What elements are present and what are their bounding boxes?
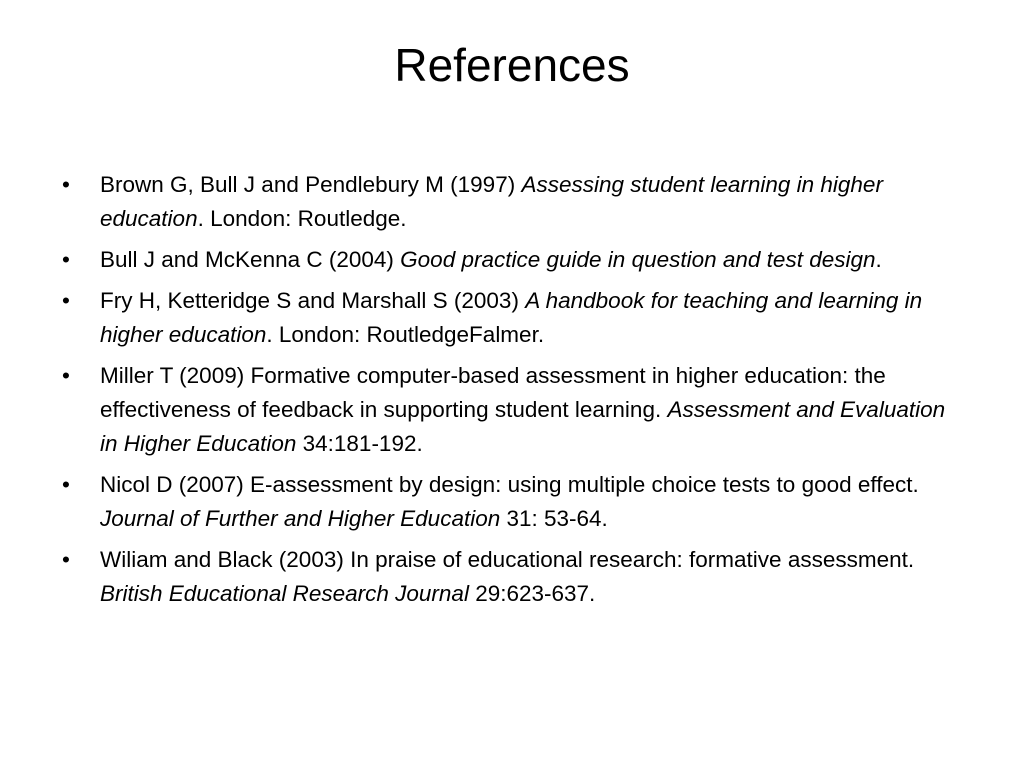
reference-source-text: . London: RoutledgeFalmer. <box>266 322 545 347</box>
bullet-icon: • <box>62 247 70 272</box>
reference-authors-text: Miller T (2009) Formative computer-based assessment in higher education: the effectiveness of feedback in supporting student learning. <box>100 363 886 422</box>
reference-title-italic: Good practice guide in question and test design <box>400 247 876 272</box>
reference-authors-text: Wiliam and Black (2003) In praise of educational research: formative assessment. <box>100 547 915 572</box>
reference-item <box>62 468 967 536</box>
reference-authors-text: Fry H, Ketteridge S and Marshall S (2003) <box>100 288 526 313</box>
reference-source-text: 29:623-637. <box>468 581 596 606</box>
reference-title-italic: Assessment and Evaluation in Higher Education <box>100 397 946 456</box>
reference-authors-text: Brown G, Bull J and Pendlebury M (1997) <box>100 172 522 197</box>
reference-title-italic: A handbook for teaching and learning in higher education <box>100 288 923 347</box>
reference-item <box>62 359 967 461</box>
reference-source-text: 31: 53-64. <box>500 506 608 531</box>
reference-title-italic: British Educational Research Journal <box>100 581 469 606</box>
bullet-icon: • <box>62 547 70 572</box>
reference-item <box>62 243 967 277</box>
bullet-icon: • <box>62 363 70 388</box>
reference-source-text: 34:181-192. <box>296 431 423 456</box>
bullet-icon: • <box>62 288 70 313</box>
bullet-icon: • <box>62 172 70 197</box>
reference-title-italic: Assessing student learning in higher education <box>100 172 883 231</box>
reference-list <box>62 168 967 618</box>
reference-source-text: . <box>875 247 882 272</box>
reference-item <box>62 168 967 236</box>
reference-source-text: . London: Routledge. <box>197 206 407 231</box>
reference-authors-text: Bull J and McKenna C (2004) <box>100 247 401 272</box>
reference-authors-text: Nicol D (2007) E-assessment by design: using multiple choice tests to good effect. <box>100 472 919 497</box>
reference-title-italic: Journal of Further and Higher Education <box>100 506 501 531</box>
bullet-icon: • <box>62 472 70 497</box>
slide-title: References <box>394 39 630 91</box>
reference-item <box>62 543 967 611</box>
reference-item <box>62 284 967 352</box>
